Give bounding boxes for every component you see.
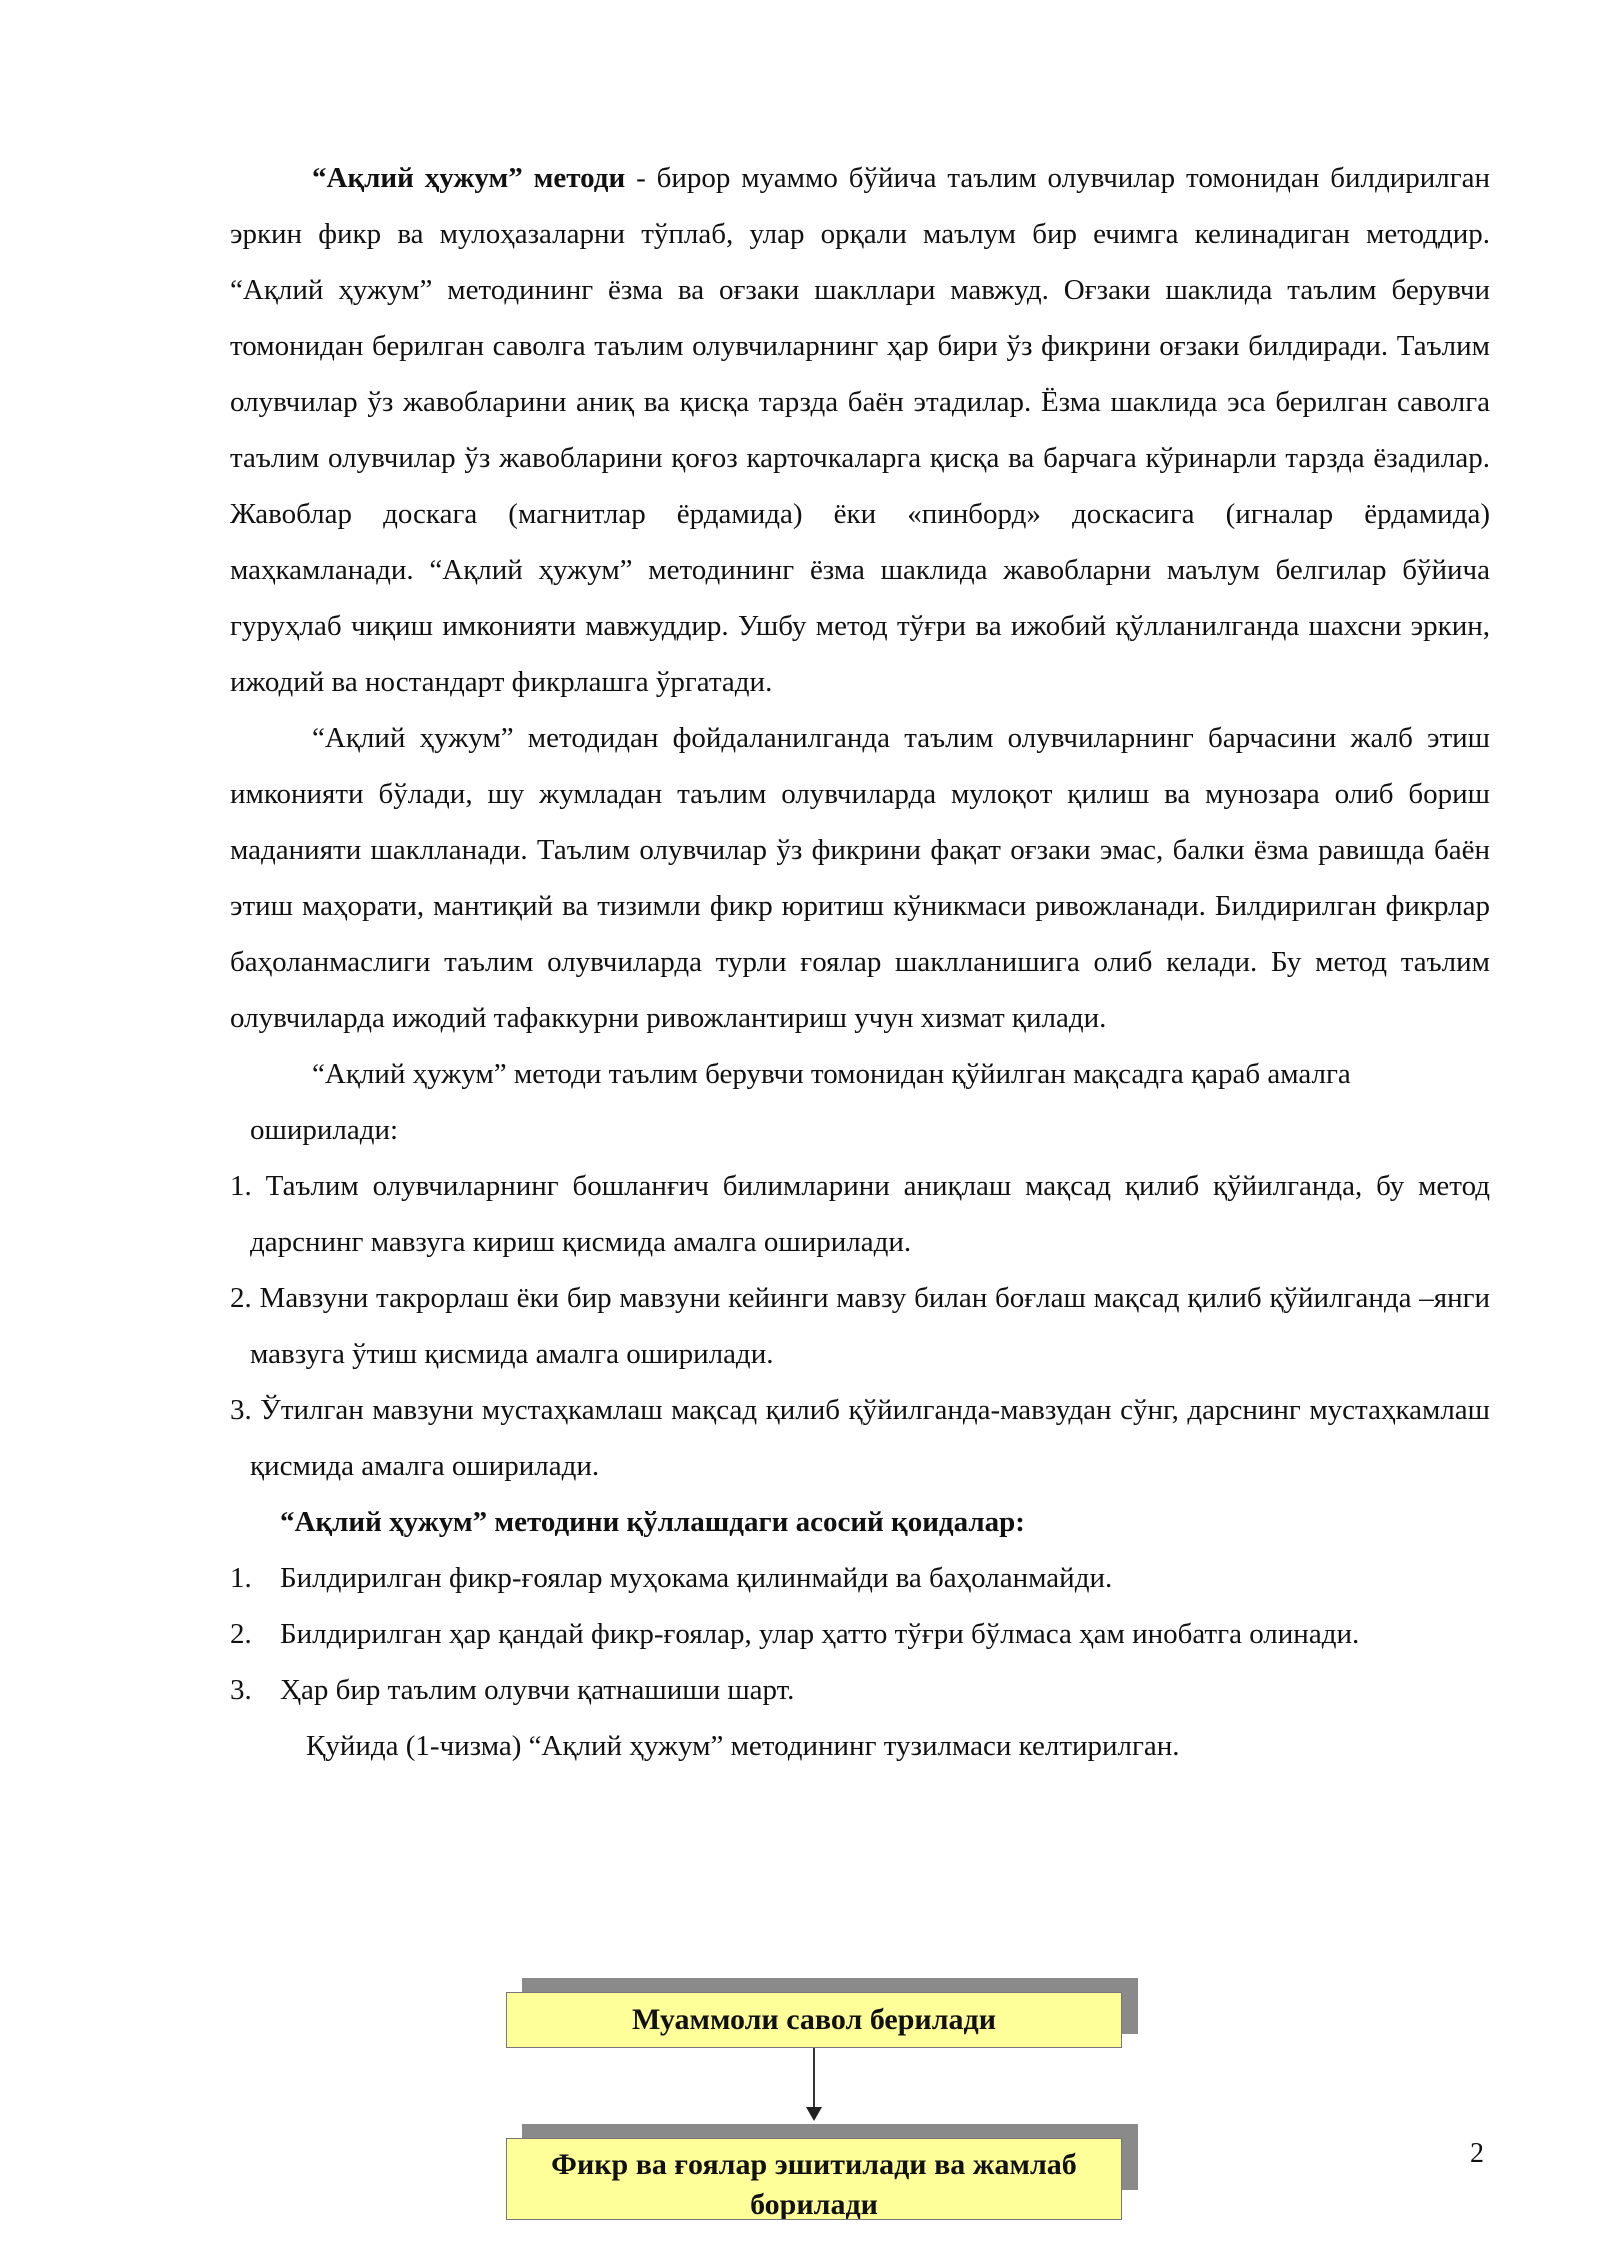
document-body — [230, 150, 1490, 1774]
flowchart-box-ideas: Фикр ва ғоялар эшитилади ва жамлаб борилади — [506, 2138, 1122, 2220]
method-term: “Ақлий ҳужум” методи — [312, 162, 626, 194]
intro-paragraph — [230, 150, 1490, 710]
purpose-list — [230, 1158, 1490, 1494]
paragraph-purpose-continuation: оширилади: — [250, 1114, 399, 1146]
page-number: 2 — [1470, 2138, 1484, 2169]
list-item: 1. Таълим олувчиларнинг бошланғич билимларини аниқлаш мақсад қилиб қўйилганда, бу метод дарснинг мавзуга кириш қисмида амалга оширилади. — [230, 1170, 1491, 1258]
list-item: 1. Билдирилган фикр-ғоялар муҳокама қилинмайди ва баҳоланмайди. — [230, 1562, 1113, 1594]
list-item: 2. Мавзуни такрорлаш ёки бир мавзуни кейинги мавзу билан боғлаш мақсад қилиб қўйилганда –янги мавзуга ўтиш қисмида амалга оширилади. — [230, 1282, 1491, 1370]
list-item: 2. Билдирилган ҳар қандай фикр-ғоялар, улар ҳатто тўғри бўлмаса ҳам инобатга олинади. — [230, 1618, 1360, 1650]
intro-text: - бирор муаммо бўйича таълим олувчилар томонидан билдирилган эркин фикр ва мулоҳазаларни тўплаб, улар орқали маълум бир ечимга келинадиган методдир. “Ақлий ҳужум” методининг ёзма ва оғзаки шакллари мавжуд. Оғзаки шаклида таълим берувчи томонидан берилган саволга таълим олувчиларнинг ҳар бири ўз фикрини оғзаки билдиради. Таълим олувчилар ўз жавобларини аниқ ва қисқа тарзда баён этадилар. Ёзма шаклида эса берилган саволга таълим олувчилар ўз жавобларини қоғоз карточкаларга қисқа ва барчага кўринарли тарзда ёзадилар. Жавоблар доскага (магнитлар ёрдамида) ёки «пинборд» доскасига (игналар ёрдамида) маҳкамланади. “Ақлий ҳужум” методининг ёзма шаклида жавобларни маълум белгилар бўйича гуруҳлаб чиқиш имконияти мавжуддир. Ушбу метод тўғри ва ижобий қўлланилганда шахсни эркин, ижодий ва ностандарт фикрлашга ўргатади. — [230, 162, 1490, 698]
figure-intro: Қуйида (1-чизма) “Ақлий ҳужум” методининг тузилмаси келтирилган. — [306, 1730, 1180, 1762]
paragraph-purpose-line: “Ақлий ҳужум” методи таълим берувчи томонидан қўйилган мақсадга қараб амалга — [312, 1058, 1351, 1090]
arrow-line — [813, 2048, 815, 2108]
list-item: 3. Ҳар бир таълим олувчи қатнашиши шарт. — [230, 1674, 795, 1706]
arrow-down-icon — [806, 2107, 822, 2121]
list-item: 3. Ўтилган мавзуни мустаҳкамлаш мақсад қилиб қўйилганда-мавзудан сўнг, дарснинг мустаҳкамлаш қисмида амалга оширилади. — [230, 1394, 1491, 1482]
rules-heading: “Ақлий ҳужум” методини қўллашдаги асосий қоидалар: — [280, 1506, 1025, 1538]
flowchart-box-question: Муаммоли савол берилади — [506, 1992, 1122, 2048]
rules-list — [230, 1550, 1490, 1718]
paragraph-benefits: “Ақлий ҳужум” методидан фойдаланилганда таълим олувчиларнинг барчасини жалб этиш имконияти бўлади, шу жумладан таълим олувчиларда мулоқот қилиш ва мунозара олиб бориш маданияти шаклланади. Таълим олувчилар ўз фикрини фақат оғзаки эмас, балки ёзма равишда баён этиш маҳорати, мантиқий ва тизимли фикр юритиш кўникмаси ривожланади. Билдирилган фикрлар баҳоланмаслиги таълим олувчиларда турли ғоялар шаклланишига олиб келади. Бу метод таълим олувчиларда ижодий тафаккурни ривожлантириш учун хизмат қилади. — [230, 722, 1490, 1034]
